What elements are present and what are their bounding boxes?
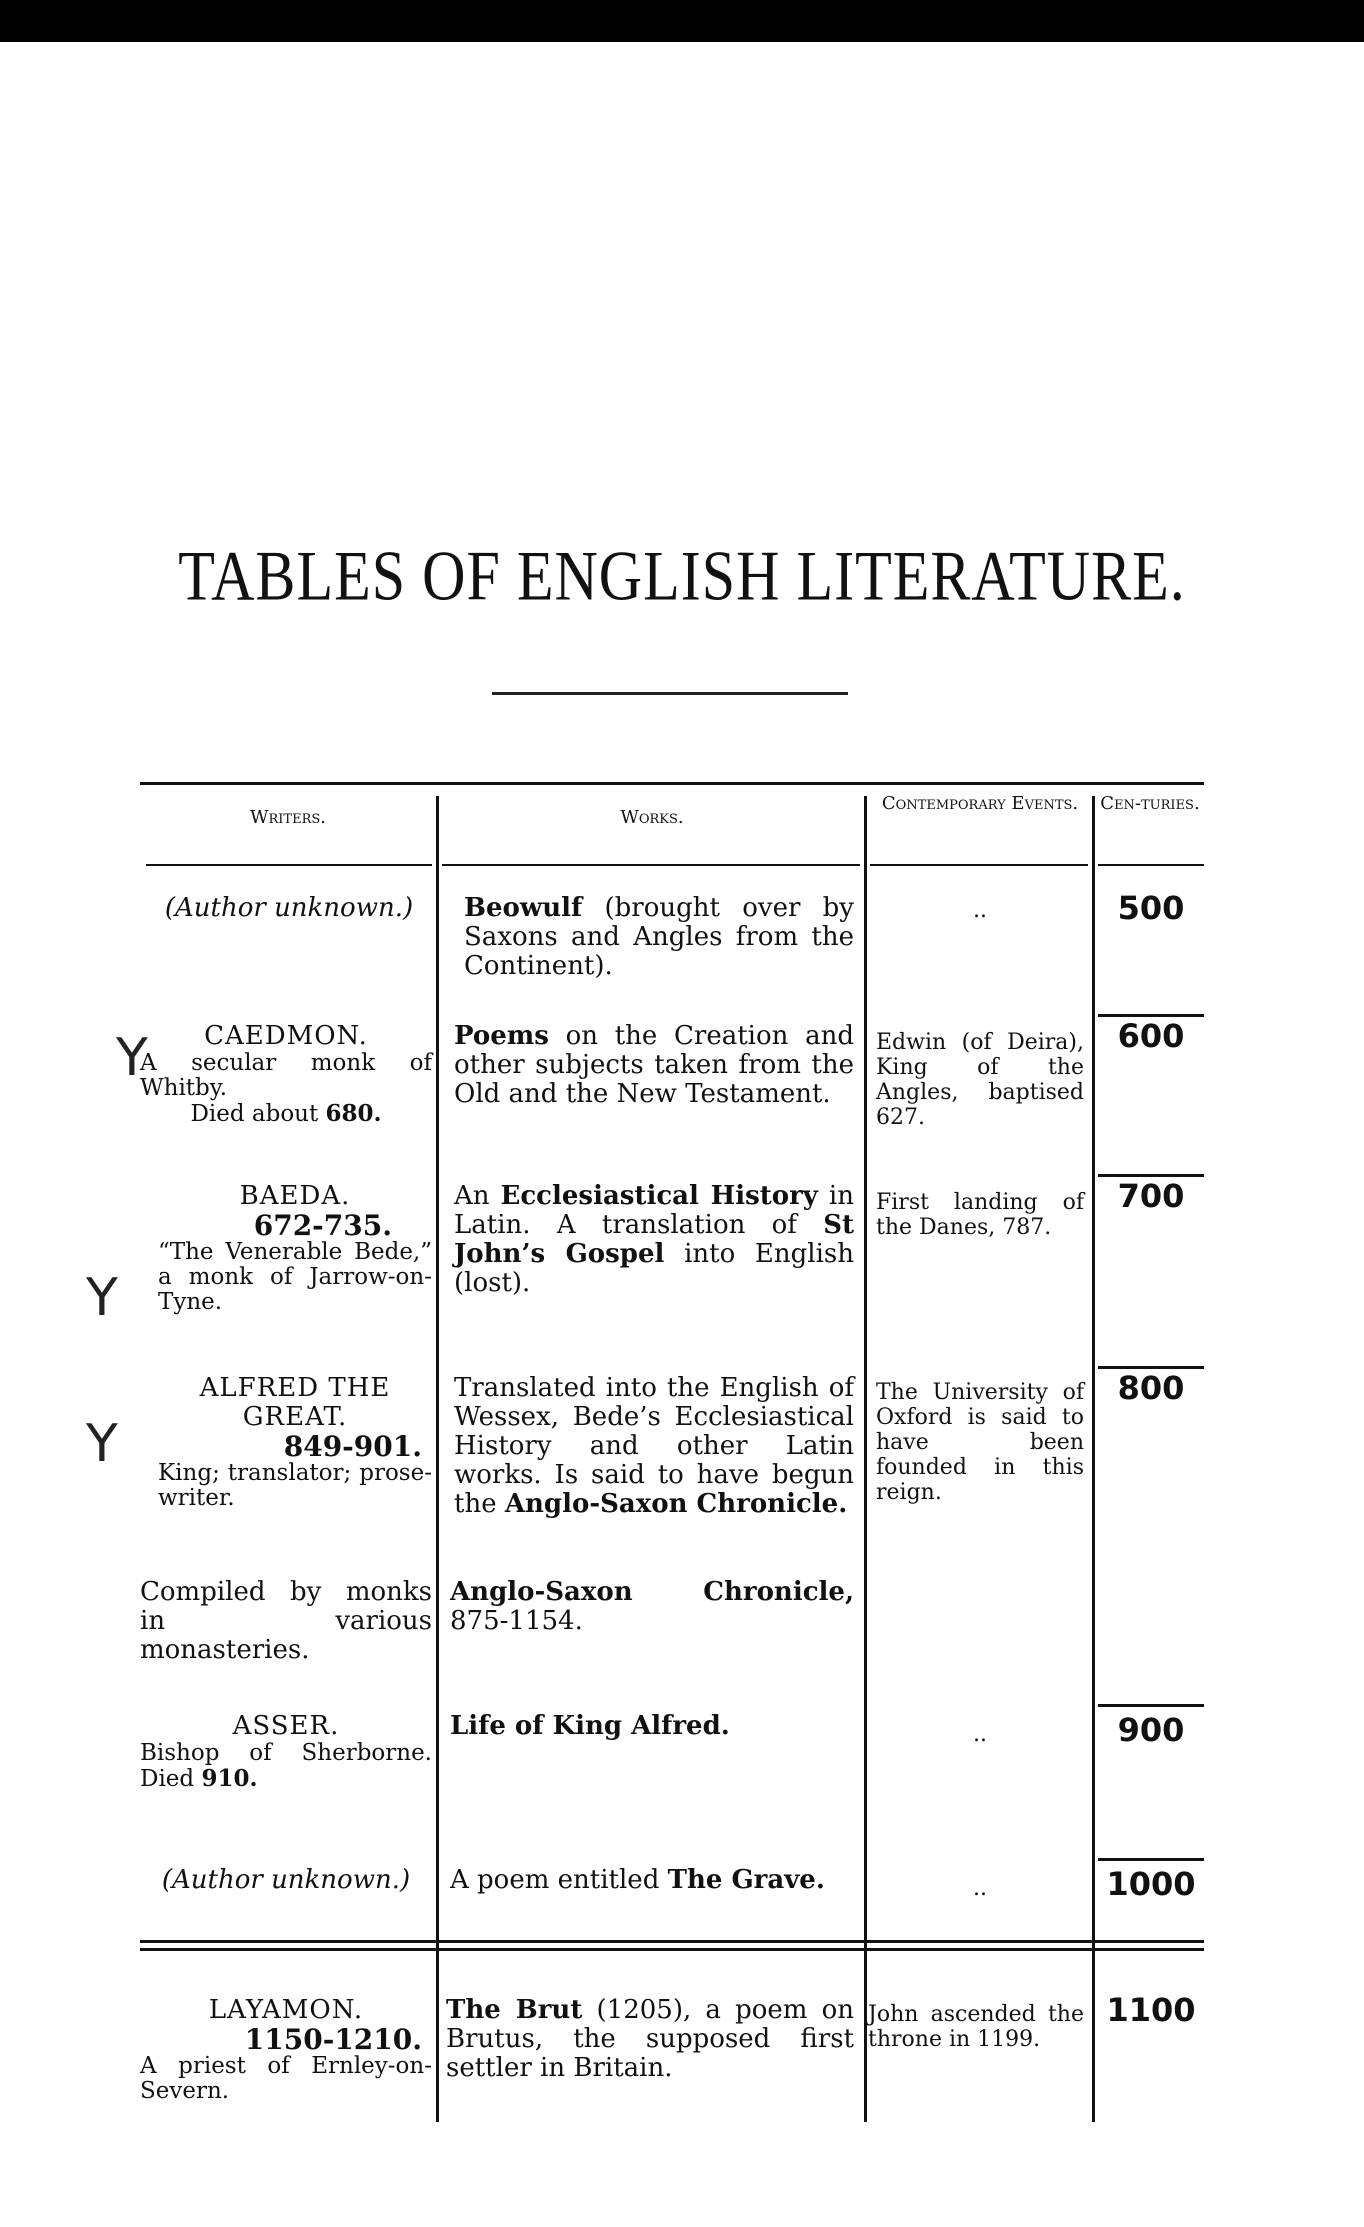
writer-dates: 672-735. — [253, 1209, 392, 1242]
writer-name: ASSER. — [232, 1711, 340, 1741]
page-title: TABLES OF ENGLISH LITERATURE. — [178, 536, 1186, 615]
margin-mark: Y — [116, 1028, 148, 1088]
writer-died: Died about 680. — [190, 1100, 382, 1127]
row-7-writer — [140, 1866, 432, 1895]
writer-note: A priest of Ernley-on-Severn. — [140, 2053, 432, 2104]
work-title: Life of King Alfred. — [450, 1711, 730, 1741]
header-works: Works. — [620, 807, 684, 828]
writer-note: “The Venerable Bede,” a monk of Jarrow-on-Tyne. — [158, 1239, 432, 1315]
table-top-rule — [140, 782, 1204, 785]
work-title: Poems — [454, 1021, 549, 1051]
writer-unknown: (Author unknown.) — [161, 1865, 411, 1895]
row-8-event: John ascended the throne in 1199. — [868, 2002, 1084, 2052]
column-rule — [436, 796, 439, 2122]
header-writers: Writers. — [249, 807, 326, 828]
work-title: Ecclesiastical History — [500, 1181, 818, 1211]
writer-dates: 1150-1210. — [244, 2023, 422, 2056]
work-title: The Brut — [446, 1995, 583, 2025]
row-7-work: A poem entitled The Grave. — [450, 1865, 825, 1895]
writer-dates: 849-901. — [283, 1430, 422, 1463]
writer-name: CAEDMON. — [204, 1021, 368, 1051]
writer-name: ALFRED THE GREAT. — [199, 1373, 391, 1432]
row-2-writer — [140, 1022, 432, 1127]
row-5-work: Anglo-Saxon Chronicle, 875-1154. — [450, 1577, 854, 1636]
row-8-century: 1100 — [1106, 1991, 1196, 2029]
row-1-event: .. — [973, 898, 987, 923]
writer-name: LAYAMON. — [208, 1995, 364, 2025]
title-rule — [492, 692, 848, 695]
work-title: Anglo-Saxon Chronicle. — [504, 1489, 848, 1519]
row-2-century: 600 — [1117, 1017, 1185, 1055]
row-3-century: 700 — [1117, 1177, 1185, 1215]
work-text: on the Creation and other subjects taken from the Old and the New Testament. — [454, 1021, 854, 1109]
century-rule — [1098, 1858, 1204, 1861]
writer-name: BAEDA. — [239, 1181, 351, 1211]
column-rule — [864, 796, 867, 2122]
header-rule — [146, 864, 432, 866]
section-divider-rule — [140, 1948, 1204, 1951]
writer-note: Bishop of Sherborne. Died 910. — [140, 1740, 432, 1792]
row-6-event: .. — [973, 1722, 987, 1747]
work-title: Beowulf — [464, 893, 583, 923]
row-6-work — [450, 1712, 854, 1741]
row-3-writer — [158, 1182, 432, 1315]
margin-mark: Y — [86, 1414, 118, 1474]
row-6-century: 900 — [1117, 1711, 1185, 1749]
row-1-century: 500 — [1117, 889, 1185, 927]
row-1-writer — [146, 894, 432, 923]
row-1-work — [464, 894, 854, 981]
row-5-writer: Compiled by monks in various monasteries. — [140, 1577, 432, 1665]
header-rule — [870, 864, 1088, 866]
row-8-writer — [140, 1996, 432, 2104]
row-8-work: The Brut (1205), a poem on Brutus, the supposed first settler in Britain. — [446, 1995, 854, 2083]
row-6-writer — [140, 1712, 432, 1792]
scan-top-band — [0, 0, 1364, 42]
row-3-event: First landing of the Danes, 787. — [876, 1190, 1084, 1240]
literature-table — [140, 782, 1204, 2122]
row-4-event: The University of Oxford is said to have been founded in this reign. — [876, 1380, 1084, 1505]
work-text: (brought over by Saxons and Angles from the Continent). — [464, 893, 854, 981]
work-title: Anglo-Saxon Chronicle, — [450, 1577, 854, 1607]
header-events: Contemporary Events. — [881, 793, 1079, 814]
work-title-2: St John’s Gospel — [454, 1210, 854, 1269]
row-4-writer — [158, 1374, 432, 1511]
row-2-event: Edwin (of Deira), King of the Angles, baptised 627. — [876, 1030, 1084, 1130]
century-rule — [1098, 1704, 1204, 1707]
header-rule — [1098, 864, 1204, 866]
row-4-work: Translated into the English of Wessex, Bede’s Ecclesiastical History and other Latin works. Is said to have begun the Anglo-Saxon Chronicle. — [454, 1373, 854, 1519]
row-7-event: .. — [973, 1876, 987, 1901]
header-centuries: Cen-turies. — [1100, 793, 1200, 814]
header-rule — [442, 864, 860, 866]
column-rule — [1092, 796, 1095, 2122]
row-3-work: An Ecclesiastical History in Latin. A translation of St John’s Gospel into English (lost). — [454, 1181, 854, 1298]
work-title: The Grave. — [667, 1865, 825, 1895]
row-7-century: 1000 — [1106, 1865, 1196, 1903]
writer-note: A secular monk of Whitby. — [140, 1050, 432, 1101]
row-2-work — [454, 1022, 854, 1109]
writer-unknown: (Author unknown.) — [164, 893, 414, 923]
row-4-century: 800 — [1117, 1369, 1185, 1407]
writer-note: King; translator; prose-writer. — [158, 1460, 432, 1511]
margin-mark: Y — [86, 1268, 118, 1328]
section-divider-rule — [140, 1940, 1204, 1943]
